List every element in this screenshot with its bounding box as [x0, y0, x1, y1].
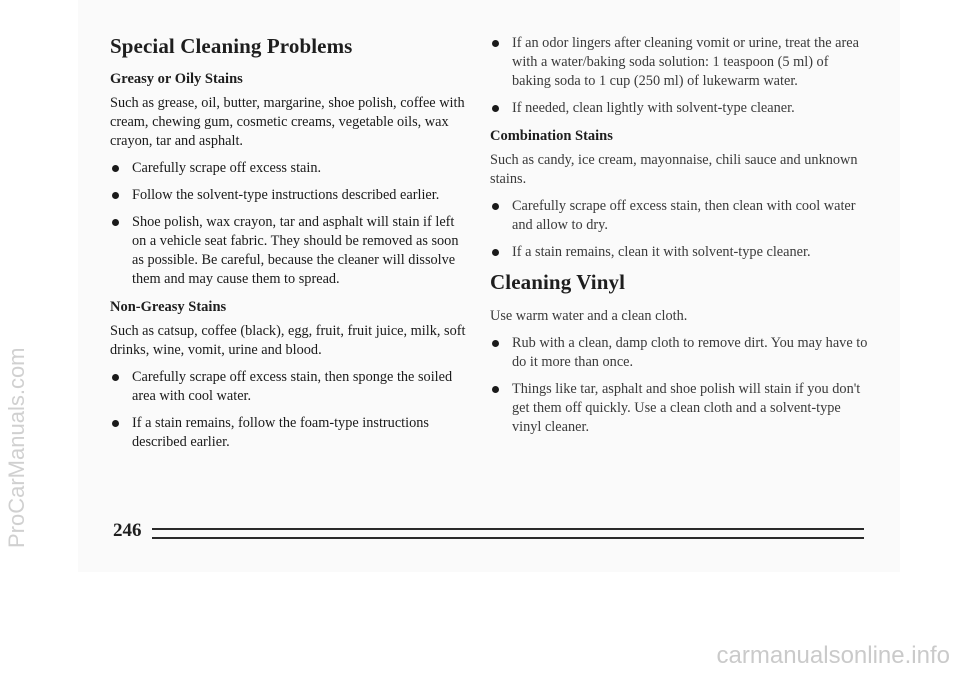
list-item: Carefully scrape off excess stain, then clean with cool water and allow to dry.: [490, 197, 870, 235]
odor-list: [490, 34, 870, 118]
list-item: If needed, clean lightly with solvent-type cleaner.: [490, 99, 870, 118]
greasy-list: [110, 159, 470, 289]
bullet-icon: [112, 219, 119, 226]
nongreasy-intro: Such as catsup, coffee (black), egg, fruit, fruit juice, milk, soft drinks, wine, vomit, urine and blood.: [110, 323, 466, 358]
bullet-icon: [492, 40, 499, 47]
bullet-icon: [112, 374, 119, 381]
bullet-icon: [112, 192, 119, 199]
list-item: Carefully scrape off excess stain, then sponge the soiled area with cool water.: [110, 368, 470, 406]
page-title: Special Cleaning Problems: [110, 34, 353, 58]
bottom-watermark: carmanualsonline.info: [716, 642, 950, 669]
footer-rule-bottom: [152, 537, 864, 539]
bullet-icon: [492, 386, 499, 393]
side-watermark: ProCarManuals.com: [4, 347, 29, 548]
bullet-icon: [112, 165, 119, 172]
list-item: Follow the solvent-type instructions described earlier.: [110, 186, 470, 205]
page-number: 246: [113, 520, 142, 541]
bullet-icon: [492, 249, 499, 256]
right-column: [490, 34, 870, 445]
list-item: If a stain remains, clean it with solvent-type cleaner.: [490, 243, 870, 262]
combination-intro: Such as candy, ice cream, mayonnaise, chili sauce and unknown stains.: [490, 152, 858, 187]
nongreasy-list: [110, 368, 470, 452]
vinyl-title: Cleaning Vinyl: [490, 270, 626, 294]
vinyl-intro: Use warm water and a clean cloth.: [490, 308, 688, 324]
list-item: If an odor lingers after cleaning vomit or urine, treat the area with a water/baking soda solution: 1 teaspoon (5 ml) of baking soda to 1 cup (250 ml) of lukewarm water.: [490, 34, 870, 91]
vinyl-list: [490, 334, 870, 437]
list-item: Things like tar, asphalt and shoe polish will stain if you don't get them off quickly. Use a clean cloth and a solvent-type vinyl cleaner.: [490, 380, 870, 437]
greasy-heading: Greasy or Oily Stains: [110, 71, 243, 87]
list-item: Shoe polish, wax crayon, tar and asphalt will stain if left on a vehicle seat fabric. They should be removed as soon as possible. Be careful, because the cleaner will dissolve them and may cause them to spread.: [110, 213, 470, 289]
left-column: [110, 34, 470, 460]
bullet-icon: [492, 203, 499, 210]
list-item: Carefully scrape off excess stain.: [110, 159, 470, 178]
nongreasy-heading: Non-Greasy Stains: [110, 299, 227, 315]
bullet-icon: [492, 105, 499, 112]
footer-rule-top: [152, 528, 864, 530]
combination-list: [490, 197, 870, 262]
list-item: Rub with a clean, damp cloth to remove dirt. You may have to do it more than once.: [490, 334, 870, 372]
greasy-intro: Such as grease, oil, butter, margarine, shoe polish, coffee with cream, chewing gum, cosmetic creams, vegetable oils, wax crayon, tar and asphalt.: [110, 95, 465, 149]
combination-heading: Combination Stains: [490, 128, 613, 144]
list-item: If a stain remains, follow the foam-type instructions described earlier.: [110, 414, 470, 452]
bullet-icon: [112, 420, 119, 427]
bullet-icon: [492, 340, 499, 347]
